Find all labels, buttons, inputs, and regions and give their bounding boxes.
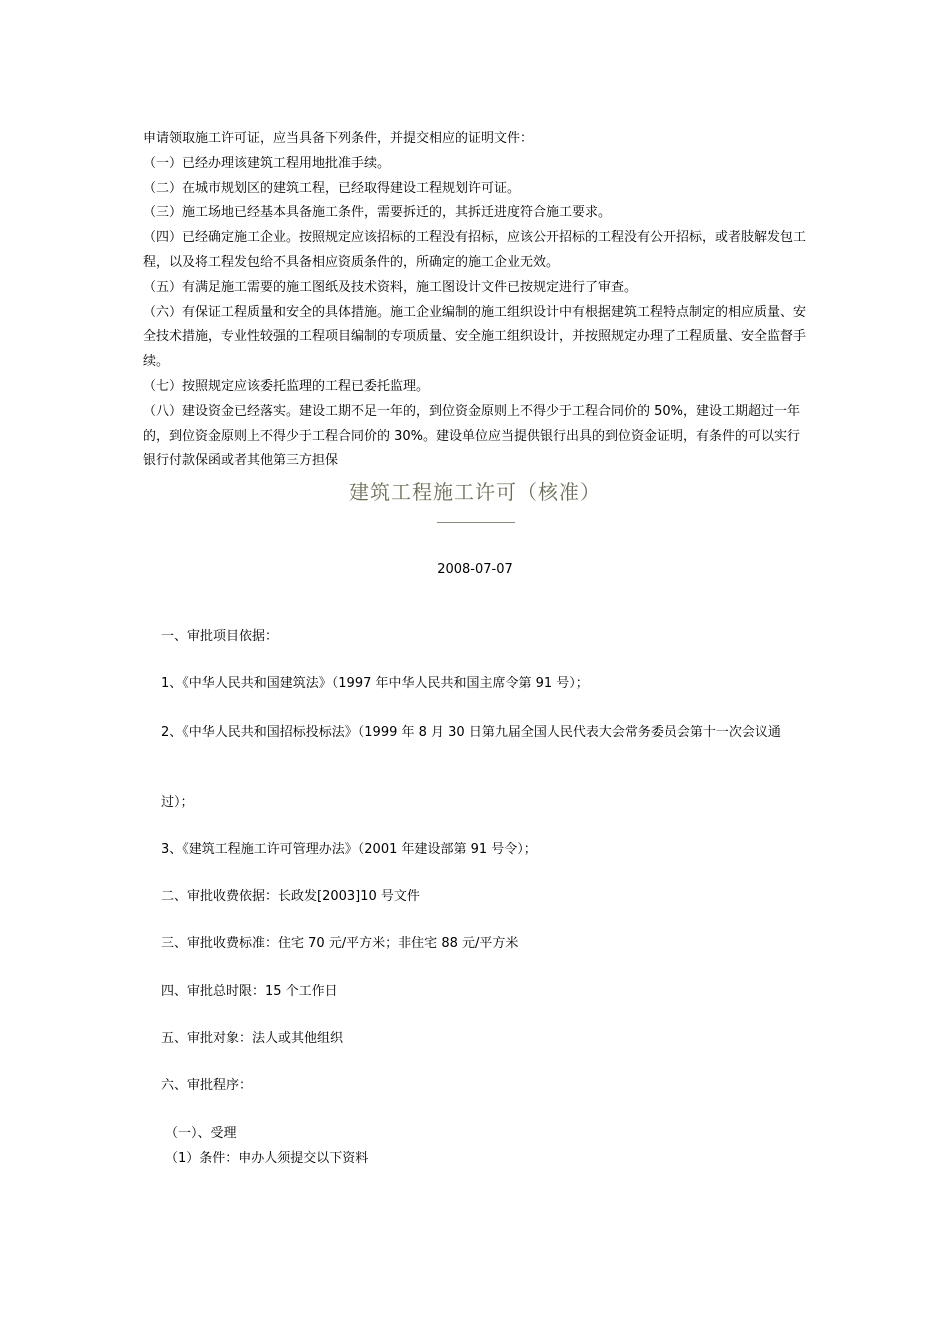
- section-procedure: 六、审批程序：: [161, 1078, 253, 1093]
- requirement-item: （四）已经确定施工企业。按照规定应该招标的工程没有招标，应该公开招标的工程没有公开招标，或者肢解发包工程，以及将工程发包给不具备相应资质条件的，所确定的施工企业无效。: [143, 230, 807, 270]
- requirement-item: （八）建设资金已经落实。建设工期不足一年的，到位资金原则上不得少于工程合同价的 50%，建设工期超过一年的，到位资金原则上不得少于工程合同价的 30%。建设单位应当提供银行出具的到位资金证明，有条件的可以实行银行付款保函或者其他第三方担保: [143, 403, 801, 469]
- section-fee-basis: 二、审批收费依据：长政发[2003]10 号文件: [161, 889, 420, 904]
- section-basis-heading: 一、审批项目依据：: [161, 629, 279, 644]
- requirement-item: （一）已经办理该建筑工程用地批准手续。: [143, 155, 391, 171]
- law-item-2-end: 过）；: [161, 795, 194, 810]
- section-target: 五、审批对象：法人或其他组织: [161, 1031, 344, 1046]
- title-divider: [437, 522, 515, 523]
- requirement-item: （二）在城市规划区的建筑工程，已经取得建设工程规划许可证。: [143, 180, 521, 196]
- requirement-item: （六）有保证工程质量和安全的具体措施。施工企业编制的施工组织设计中有根据建筑工程特点制定的相应质量、安全技术措施，专业性较强的工程项目编制的专项质量、安全施工组织设计，并按照规定办理了工程质量、安全监督手续。: [143, 304, 807, 370]
- intro-lead: 申请领取施工许可证，应当具备下列条件，并提交相应的证明文件：: [143, 131, 534, 146]
- requirements-block: [143, 127, 813, 474]
- procedure-step-accept: （一）、受理: [165, 1126, 237, 1141]
- section-fee-standard: 三、审批收费标准：住宅 70 元/平方米；非住宅 88 元/平方米: [161, 936, 519, 951]
- requirement-item: （五）有满足施工需要的施工图纸及技术资料，施工图设计文件已按规定进行了审查。: [143, 279, 638, 295]
- requirement-item: （七）按照规定应该委托监理的工程已委托监理。: [143, 378, 430, 394]
- law-item-1: 1、《中华人民共和国建筑法》（1997 年中华人民共和国主席令第 91 号）；: [161, 676, 589, 691]
- procedure-step-condition: （1）条件：申办人须提交以下资料: [165, 1151, 369, 1166]
- publish-date: 2008-07-07: [437, 562, 513, 577]
- law-item-2: 2、《中华人民共和国招标投标法》（1999 年 8 月 30 日第九届全国人民代表大会常务委员会第十一次会议通: [161, 725, 781, 740]
- law-item-3: 3、《建筑工程施工许可管理办法》（2001 年建设部第 91 号令）；: [161, 842, 537, 857]
- section-time-limit: 四、审批总时限：15 个工作日: [161, 984, 338, 999]
- requirement-item: （三）施工场地已经基本具备施工条件，需要拆迁的，其拆迁进度符合施工要求。: [143, 205, 612, 221]
- page-title: 建筑工程施工许可（核准）: [349, 480, 601, 504]
